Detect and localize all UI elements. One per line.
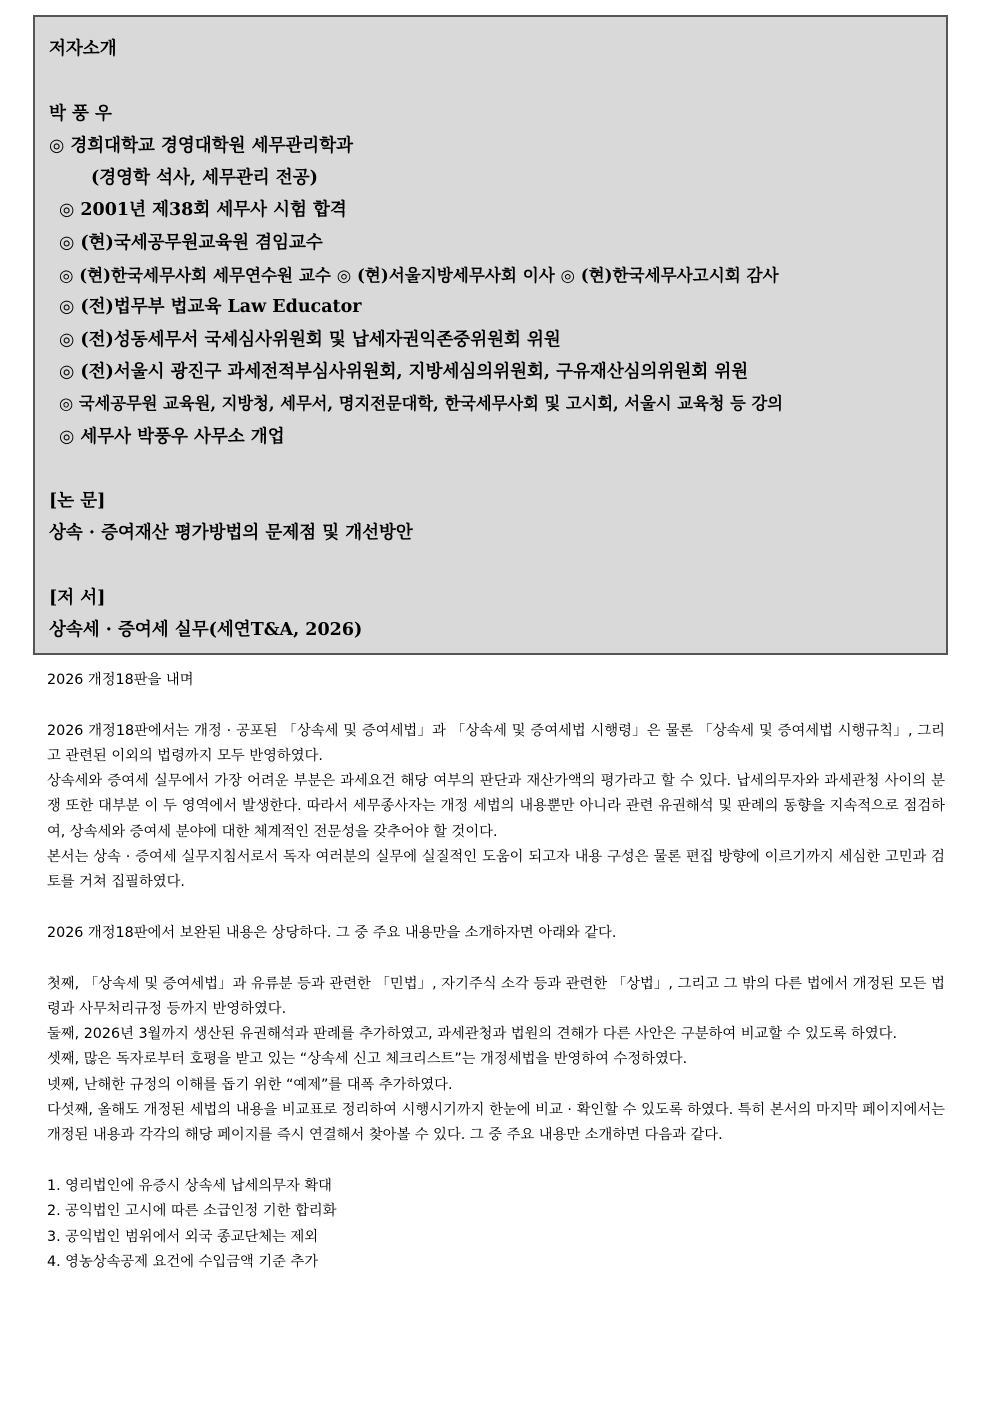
preface-paragraph: 상속세와 증여세 실무에서 가장 어려운 부분은 과세요건 해당 여부의 판단과 재산가액의 평가라고 할 수 있다. 납세의무자와 과세관청 사이의 분쟁 또한 대부분 이 두 영역에서 발생한다. 따라서 세무종사자는 개정 세법의 내용뿐만 아니라 관련 유권해석 및 판례의 동향을 지속적으로 점검하여, 상속세와 증여세 분야에 대한 체계적인 전문성을 갖추어야 할 것이다. — [47, 773, 945, 840]
books-heading: [저 서] — [49, 588, 106, 609]
author-intro-box — [33, 15, 948, 655]
list-item: 1. 영리법인에 유증시 상속세 납세의무자 확대 — [47, 1177, 332, 1194]
author-heading: 저자소개 — [49, 39, 117, 59]
list-item: 2. 공익법인 고시에 따른 소급인정 기한 합리화 — [47, 1203, 337, 1220]
career-item: ◎ 2001년 제38회 세무사 시험 합격 — [59, 200, 347, 221]
preface-paragraph: 2026 개정18판에서는 개정 · 공포된 「상속세 및 증여세법」과 「상속세 및 증여세법 시행령」은 물론 「상속세 및 증여세법 시행규칙」, 그리고 관련된 이외의 법령까지 모두 반영하였다. — [47, 722, 945, 764]
revision-point: 다섯째, 올해도 개정된 세법의 내용을 비교표로 정리하여 시행시기까지 한눈에 비교 · 확인할 수 있도록 하였다. 특히 본서의 마지막 페이지에서는 개정된 내용과 각각의 해당 페이지를 즉시 연결해서 찾아볼 수 있다. 그 중 주요 내용만 소개하면 다음과 같다. — [47, 1102, 945, 1144]
career-item: ◎ 경희대학교 경영대학원 세무관리학과 — [49, 135, 354, 156]
list-item: 4. 영농상속공제 요건에 수입금액 기준 추가 — [47, 1253, 319, 1270]
preface-section — [47, 668, 945, 1275]
author-name: 박 풍 우 — [49, 103, 112, 124]
preface-paragraph: 본서는 상속 · 증여세 실무지침서로서 독자 여러분의 실무에 실질적인 도움이 되고자 내용 구성은 물론 편집 방향에 이르기까지 세심한 고민과 검토를 거쳐 집필하였다. — [47, 849, 945, 891]
summary-intro: 2026 개정18판에서 보완된 내용은 상당하다. 그 중 주요 내용만을 소개하자면 아래와 같다. — [47, 924, 617, 941]
revision-point: 넷째, 난해한 규정의 이해를 돕기 위한 “예제”를 대폭 추가하였다. — [47, 1076, 453, 1093]
career-item: ◎ (현)국세공무원교육원 겸임교수 — [59, 232, 323, 253]
revision-point: 셋째, 많은 독자로부터 호평을 받고 있는 “상속세 신고 체크리스트”는 개정세법을 반영하여 수정하였다. — [47, 1051, 688, 1068]
thesis-heading: [논 문] — [49, 491, 106, 512]
career-item: ◎ (전)성동세무서 국세심사위원회 및 납세자권익존중위원회 위원 — [59, 329, 561, 350]
career-item: ◎ (전)법무부 법교육 Law Educator — [59, 297, 362, 318]
career-item: ◎ (전)서울시 광진구 과세전적부심사위원회, 지방세심의위원회, 구유재산심의위원회 위원 — [59, 361, 749, 382]
career-item: ◎ 세무사 박풍우 사무소 개업 — [59, 426, 285, 447]
career-item: ◎ 국세공무원 교육원, 지방청, 세무서, 명지전문대학, 한국세무사회 및 고시회, 서울시 교육청 등 강의 — [59, 394, 783, 414]
revision-point: 둘째, 2026년 3월까지 생산된 유권해석과 판례를 추가하였고, 과세관청과 법원의 견해가 다른 사안은 구분하여 비교할 수 있도록 하였다. — [47, 1026, 897, 1043]
career-item: ◎ (현)한국세무사회 세무연수원 교수 ◎ (현)서울지방세무사회 이사 ◎ (현)한국세무사고시회 감사 — [59, 265, 779, 286]
list-item: 3. 공익법인 범위에서 외국 종교단체는 제외 — [47, 1228, 319, 1245]
career-item: (경영학 석사, 세무관리 전공) — [91, 168, 318, 189]
thesis-title: 상속 · 증여재산 평가방법의 문제점 및 개선방안 — [49, 523, 413, 544]
preface-title: 2026 개정18판을 내며 — [47, 672, 194, 688]
book-title: 상속세 · 증여세 실무(세연T&A, 2026) — [49, 620, 363, 641]
revision-point: 첫째, 「상속세 및 증여세법」과 유류분 등과 관련한 「민법」, 자기주식 소각 등과 관련한 「상법」, 그리고 그 밖의 다른 법에서 개정된 모든 법령과 사무처리규정 등까지 반영하였다. — [47, 975, 945, 1017]
